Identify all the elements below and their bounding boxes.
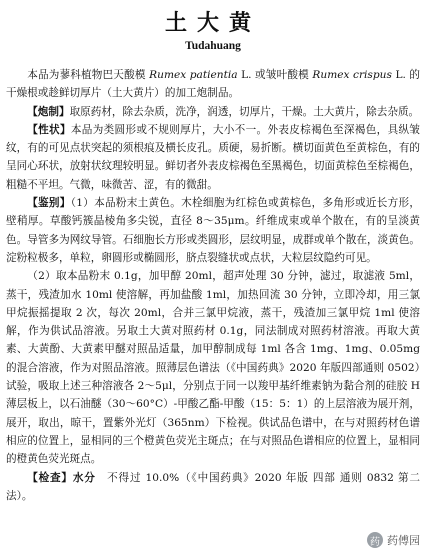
watermark-text: 药傅园 [387, 534, 420, 547]
identification-heading: 【鉴别】 [27, 197, 71, 210]
identification-section [6, 194, 420, 267]
inspection-text: 不得过 10.0%（《中国药典》2020 年版 四部 通则 0832 第二法）。 [6, 471, 421, 502]
pinyin-subtitle: Tudahuang [185, 40, 241, 52]
latin-name-1: Rumex patientia [149, 69, 238, 81]
inspection-item: 水分 [72, 471, 96, 484]
character-section [6, 121, 420, 194]
processing-text: 取原药材，除去杂质，洗净，润透，切厚片，干燥。土大黄片，除去杂质。 [69, 105, 420, 118]
watermark-logo-icon: 药 [367, 532, 383, 548]
monograph-body [6, 66, 420, 505]
intro-paragraph: 本品为蓼科植物巴天酸模 Rumex patientia L. 或皱叶酸模 Rumex crispus L. 的干燥根或趁鲜切厚片（土大黄片）的加工炮制品。 [6, 69, 420, 100]
inspection-section [6, 469, 420, 506]
identification-text-1: （1）本品粉末土黄色。木栓细胞为红棕色或黄棕色，多角形或近长方形，壁稍厚。草酸钙簇晶棱角多尖锐，直径 8～35μm。纤维成束或单个散在，有的呈淡黄色。导管多为网纹导管。石细胞长方形或类圆形，层纹明显，成群或单个散在，淡黄色。淀粉粒极多，单粒，卵圆形或椭圆形，脐点裂缝状或点状，大粒层纹隐约可见。 [6, 197, 421, 264]
character-text: 本品为类圆形或不规则厚片，大小不一。外表皮棕褐色至深褐色，具纵皱纹，有的可见点状突起的须根痕及横长皮孔。质硬，易折断。横切面黄色至黄棕色，有的呈同心环状，放射状纹理较明显。鲜切者外表皮棕褐色至黑褐色，切面黄棕色至棕褐色，粗糙不平坦。气微，味微苦、涩，有的微甜。 [6, 123, 421, 191]
processing-section [6, 103, 420, 121]
processing-heading: 【炮制】 [27, 105, 70, 118]
watermark [367, 532, 420, 548]
character-heading: 【性状】 [27, 123, 71, 136]
inspection-heading: 【检查】 [27, 471, 73, 484]
identification-tlc-paragraph: （2）取本品粉末 0.1g，加甲醇 20ml，超声处理 30 分钟，滤过，取滤液 5ml，蒸干，残渣加水 10ml 使溶解，再加盐酸 1ml，加热回流 30 分钟，立即冷却，用三氯甲烷振摇提取 2 次，每次 20ml，合并三氯甲烷液，蒸干，残渣加三氯甲烷 1ml 使溶解，作为供试品溶液。另取土大黄对照药材 0.1g，同法制成对照药材溶液。再取大黄素、大黄酚、大黄素甲醚对照品适量，加甲醇制成每 1ml 各含 1mg、1mg、0.05mg 的混合溶液，作为对照品溶液。照薄层色谱法（《中国药典》2020 年版四部通则 0502）试验，吸取上述三种溶液各 2～5μl，分别点于同一以羧甲基纤维素钠为黏合剂的硅胶 H 薄层板上，以石油醚（30～60°C）-甲酸乙酯-甲酸（15：5：1）的上层溶液为展开剂，展开，取出，晾干，置紫外光灯（365nm）下检视。供试品色谱中，在与对照药材色谱相应的位置上，显相同的三个橙黄色荧光主斑点；在与对照品色谱相应的位置上，显相同的橙黄色荧光斑点。 [6, 270, 420, 466]
page-title: 土大黄 [164, 11, 261, 36]
latin-name-2: Rumex crispus [312, 69, 392, 81]
